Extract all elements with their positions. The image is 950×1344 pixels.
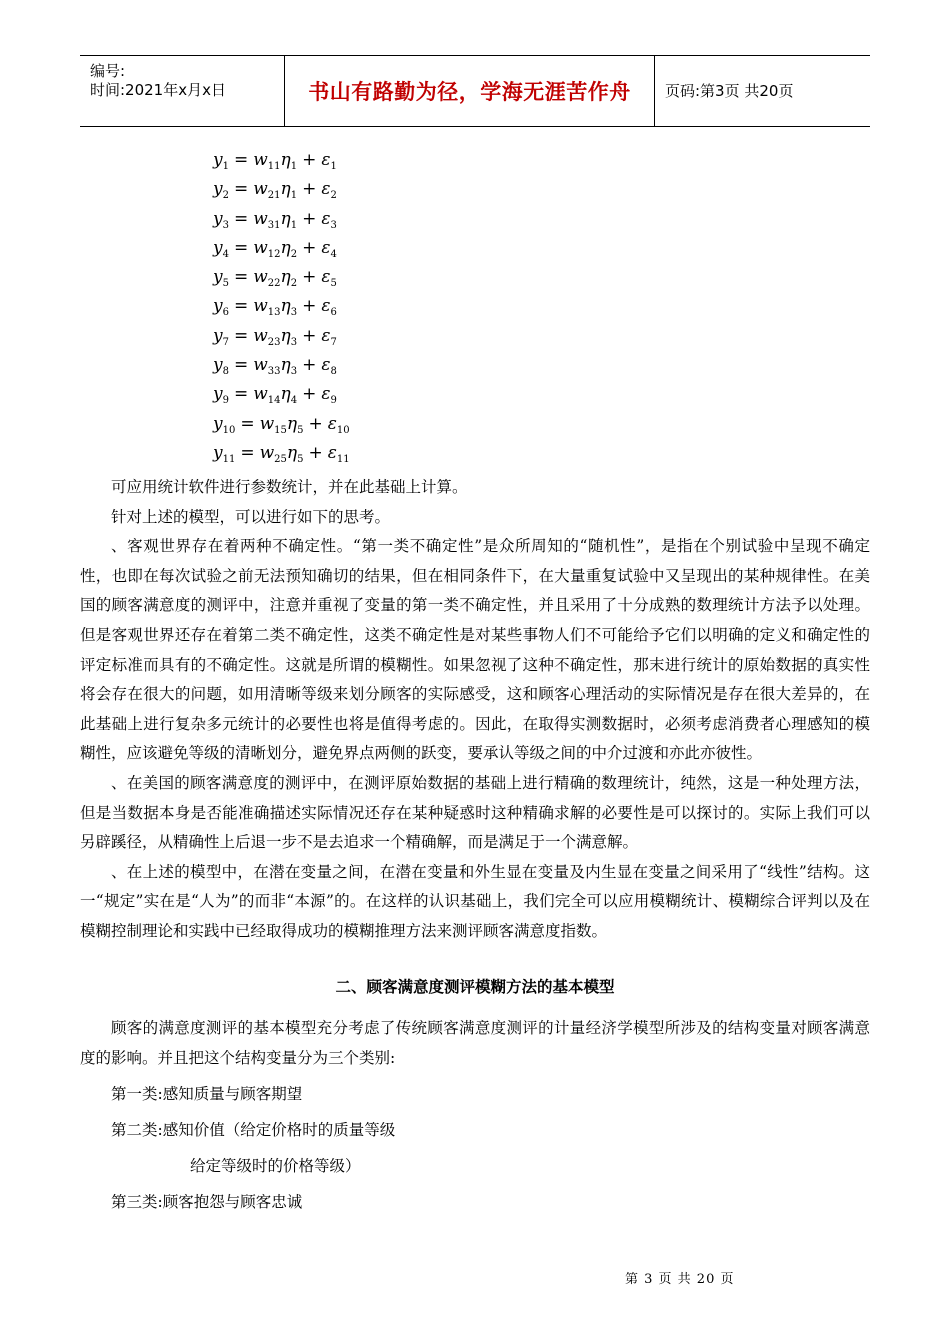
equation-subscript: 10 bbox=[222, 424, 236, 436]
equation-symbol: η bbox=[280, 355, 291, 376]
equation-operator: = bbox=[240, 442, 255, 463]
equation-subscript: 4 bbox=[222, 248, 229, 260]
equation bbox=[213, 322, 350, 351]
equation-subscript: 4 bbox=[330, 248, 337, 260]
paragraph: 、在上述的模型中，在潜在变量之间，在潜在变量和外生显在变量及内生显在变量之间采用了“线性”结构。这一“规定”实在是“人为”的而非“本源”的。在这样的认识基础上，我们完全可以应用模糊统计、模糊综合评判以及在模糊控制理论和实践中已经取得成功的模糊推理方法来测评顾客满意度指数。 bbox=[80, 862, 870, 940]
equation-subscript: 9 bbox=[222, 395, 229, 407]
equation-symbol: ε bbox=[321, 384, 331, 405]
equation-subscript: 1 bbox=[290, 190, 298, 202]
equation-subscript: 5 bbox=[222, 278, 229, 290]
equation-symbol: η bbox=[280, 208, 291, 229]
equation-subscript: 8 bbox=[222, 366, 229, 378]
equation-symbol: ε bbox=[321, 208, 331, 229]
equation-subscript: 7 bbox=[222, 336, 229, 348]
equation-symbol: y bbox=[213, 413, 223, 434]
equation-operator: + bbox=[308, 413, 323, 434]
equation-operator: + bbox=[302, 267, 317, 288]
equation-symbol: ε bbox=[321, 179, 331, 200]
equation-symbol: w bbox=[253, 267, 268, 288]
page-info: 页码:第3页 共20页 bbox=[665, 81, 794, 100]
equation-operator: = bbox=[233, 179, 249, 200]
equation-symbol: η bbox=[280, 179, 291, 200]
equation-subscript: 4 bbox=[290, 395, 298, 407]
equation-symbol: ε bbox=[321, 325, 331, 346]
equation-symbol: ε bbox=[321, 150, 331, 170]
equation-symbol: η bbox=[280, 237, 291, 258]
number-label: 编号: bbox=[90, 62, 126, 80]
equation-subscript: 3 bbox=[290, 366, 298, 378]
equation-operator: + bbox=[302, 355, 317, 376]
equation-subscript: 1 bbox=[290, 161, 298, 172]
time-label: 时间:2021年x月x日 bbox=[90, 81, 226, 99]
equation bbox=[213, 380, 350, 409]
equation-subscript: 6 bbox=[222, 307, 229, 319]
equation-subscript: 23 bbox=[267, 336, 281, 348]
equation-symbol: w bbox=[253, 296, 268, 317]
header-motto-cell bbox=[285, 56, 655, 126]
paragraph: 、客观世界存在着两种不确定性。“第一类不确定性”是众所周知的“随机性”，是指在个别试验中呈现不确定性，也即在每次试验之前无法预知确切的结果，但在相同条件下，在大量重复试验中又呈现出的某种规律性。在美国的顾客满意度的测评中，注意并重视了变量的第一类不确定性，并且采用了十分成熟的数理统计方法予以处理。但是客观世界还存在着第二类不确定性，这类不确定性是对某些事物人们不可能给予它们以明确的定义和确定性的评定标准而具有的不确定性。这就是所谓的模糊性。如果忽视了这种不确定性，那末进行统计的原始数据的真实性将会存在很大的问题，如用清晰等级来划分顾客的实际感受，这和顾客心理活动的实际情况是存在很大差异的，在此基础上进行复杂多元统计的必要性也将是值得考虑的。因此，在取得实测数据时，必须考虑消费者心理感知的模糊性，应该避免等级的清晰划分，避免界点两侧的跃变，要承认等级之间的中介过渡和亦此亦彼性。 bbox=[80, 537, 870, 763]
equation-symbol: y bbox=[213, 179, 223, 200]
equation-symbol: y bbox=[213, 384, 223, 405]
equation-subscript: 3 bbox=[222, 219, 229, 231]
equation-subscript: 2 bbox=[290, 278, 298, 290]
equation bbox=[213, 410, 350, 439]
category-item: 第一类:感知质量与顾客期望 bbox=[111, 1085, 303, 1104]
equation-operator: = bbox=[233, 208, 249, 229]
equation-symbol: w bbox=[253, 150, 268, 170]
equation-operator: + bbox=[308, 442, 323, 463]
paragraph: 顾客的满意度测评的基本模型充分考虑了传统顾客满意度测评的计量经济学模型所涉及的结构变量对顾客满意度的影响。并且把这个结构变量分为三个类别: bbox=[80, 1019, 870, 1067]
equation-operator: + bbox=[302, 179, 317, 200]
equation-subscript: 8 bbox=[330, 366, 337, 378]
equation-symbol: η bbox=[280, 325, 291, 346]
equation bbox=[213, 263, 350, 292]
equation-operator: = bbox=[233, 150, 249, 170]
equation-operator: = bbox=[233, 267, 249, 288]
equation-subscript: 33 bbox=[267, 366, 281, 378]
equation bbox=[213, 439, 350, 468]
equation bbox=[213, 175, 350, 204]
equation-operator: = bbox=[240, 413, 255, 434]
equation-symbol: η bbox=[286, 413, 298, 434]
equation-symbol: η bbox=[280, 384, 291, 405]
equation-subscript: 2 bbox=[290, 248, 298, 260]
document-body bbox=[80, 473, 870, 1223]
paragraph: 、在美国的顾客满意度的测评中，在测评原始数据的基础上进行精确的数理统计，纯然，这是一种处理方法，但是当数据本身是否能准确描述实际情况还存在某种疑惑时这种精确求解的必要性是可以探讨的。实际上我们可以另辟蹊径，从精确性上后退一步不是去追求一个精确解，而是满足于一个满意解。 bbox=[80, 773, 870, 852]
equation-operator: + bbox=[302, 296, 317, 317]
equation-operator: = bbox=[233, 237, 249, 258]
paragraph: 可应用统计软件进行参数统计，并在此基础上计算。 bbox=[111, 478, 468, 496]
equation-symbol: ε bbox=[321, 237, 331, 258]
equation-symbol: w bbox=[253, 208, 268, 229]
equation-subscript: 22 bbox=[267, 278, 281, 290]
equation-operator: + bbox=[302, 150, 317, 170]
equation-subscript: 3 bbox=[290, 307, 298, 319]
equation-symbol: w bbox=[259, 442, 275, 463]
equation-symbol: y bbox=[213, 267, 223, 288]
equation-subscript: 6 bbox=[330, 307, 337, 319]
equation-symbol: η bbox=[280, 296, 291, 317]
equation bbox=[213, 234, 350, 263]
equation-symbol: y bbox=[213, 325, 223, 346]
equation-subscript: 12 bbox=[267, 248, 281, 260]
equation-subscript: 31 bbox=[267, 219, 281, 231]
equation bbox=[213, 292, 350, 321]
equation-subscript: 1 bbox=[330, 161, 337, 172]
equation-operator: + bbox=[302, 237, 317, 258]
equation-subscript: 7 bbox=[330, 336, 337, 348]
equation-subscript: 9 bbox=[330, 395, 337, 407]
equation-subscript: 5 bbox=[297, 453, 304, 465]
equation-symbol: w bbox=[253, 384, 268, 405]
equation bbox=[213, 146, 350, 175]
equation-symbol: ε bbox=[321, 296, 331, 317]
page-footer: 第 3 页 共 20 页 bbox=[625, 1272, 735, 1287]
equation-operator: = bbox=[233, 325, 249, 346]
equation-subscript: 14 bbox=[267, 395, 281, 407]
equation-subscript: 3 bbox=[330, 219, 337, 231]
equation-symbol: w bbox=[253, 355, 268, 376]
equation-operator: + bbox=[302, 208, 317, 229]
category-subitem: 给定等级时的价格等级） bbox=[190, 1157, 361, 1176]
equation-subscript: 2 bbox=[222, 190, 229, 202]
equation-subscript: 5 bbox=[297, 424, 304, 436]
equation-symbol: w bbox=[253, 237, 268, 258]
equation-subscript: 11 bbox=[222, 453, 236, 465]
equation bbox=[213, 351, 350, 380]
motto: 书山有路勤为径，学海无涯苦作舟 bbox=[308, 80, 631, 104]
equation-symbol: ε bbox=[321, 267, 331, 288]
header-page-cell bbox=[655, 56, 870, 126]
equation-symbol: y bbox=[213, 355, 223, 376]
equation-subscript: 2 bbox=[330, 190, 337, 202]
section-heading: 二、顾客满意度测评模糊方法的基本模型 bbox=[335, 977, 615, 996]
category-item: 第二类:感知价值（给定价格时的质量等级 bbox=[111, 1121, 396, 1140]
equation-subscript: 5 bbox=[330, 278, 337, 290]
equation-subscript: 25 bbox=[274, 453, 287, 465]
equation-subscript: 15 bbox=[274, 424, 287, 436]
equation-symbol: w bbox=[259, 413, 275, 434]
equation-symbol: w bbox=[253, 325, 268, 346]
equation-symbol: w bbox=[253, 179, 268, 200]
equation-symbol: y bbox=[213, 237, 223, 258]
equation-subscript: 3 bbox=[290, 336, 298, 348]
equation-symbol: y bbox=[213, 442, 223, 463]
equation-symbol: η bbox=[280, 150, 291, 170]
page-header bbox=[80, 55, 870, 127]
equation-subscript: 11 bbox=[336, 453, 350, 465]
equation-subscript: 1 bbox=[290, 219, 298, 231]
category-item: 第三类:顾客抱怨与顾客忠诚 bbox=[111, 1193, 303, 1212]
equation-operator: = bbox=[233, 296, 249, 317]
equation-symbol: ε bbox=[321, 355, 331, 376]
equation-operator: + bbox=[302, 325, 317, 346]
equation-symbol: η bbox=[280, 267, 291, 288]
equation-symbol: ε bbox=[327, 442, 337, 463]
equation-symbol: y bbox=[213, 208, 223, 229]
equation-symbol: η bbox=[286, 442, 298, 463]
equation-subscript: 10 bbox=[336, 424, 350, 436]
equation bbox=[213, 205, 350, 234]
equation-operator: + bbox=[302, 384, 317, 405]
equation-symbol: y bbox=[213, 296, 223, 317]
equation-operator: = bbox=[233, 355, 249, 376]
equation-symbol: ε bbox=[327, 413, 337, 434]
equation-operator: = bbox=[233, 384, 249, 405]
equation-subscript: 1 bbox=[222, 161, 229, 172]
equation-subscript: 21 bbox=[267, 190, 281, 202]
equation-symbol: y bbox=[213, 150, 223, 170]
equation-block bbox=[213, 146, 350, 468]
equation-subscript: 13 bbox=[267, 307, 281, 319]
paragraph: 针对上述的模型，可以进行如下的思考。 bbox=[111, 507, 391, 526]
header-meta bbox=[80, 56, 285, 126]
equation-subscript: 11 bbox=[267, 161, 281, 172]
